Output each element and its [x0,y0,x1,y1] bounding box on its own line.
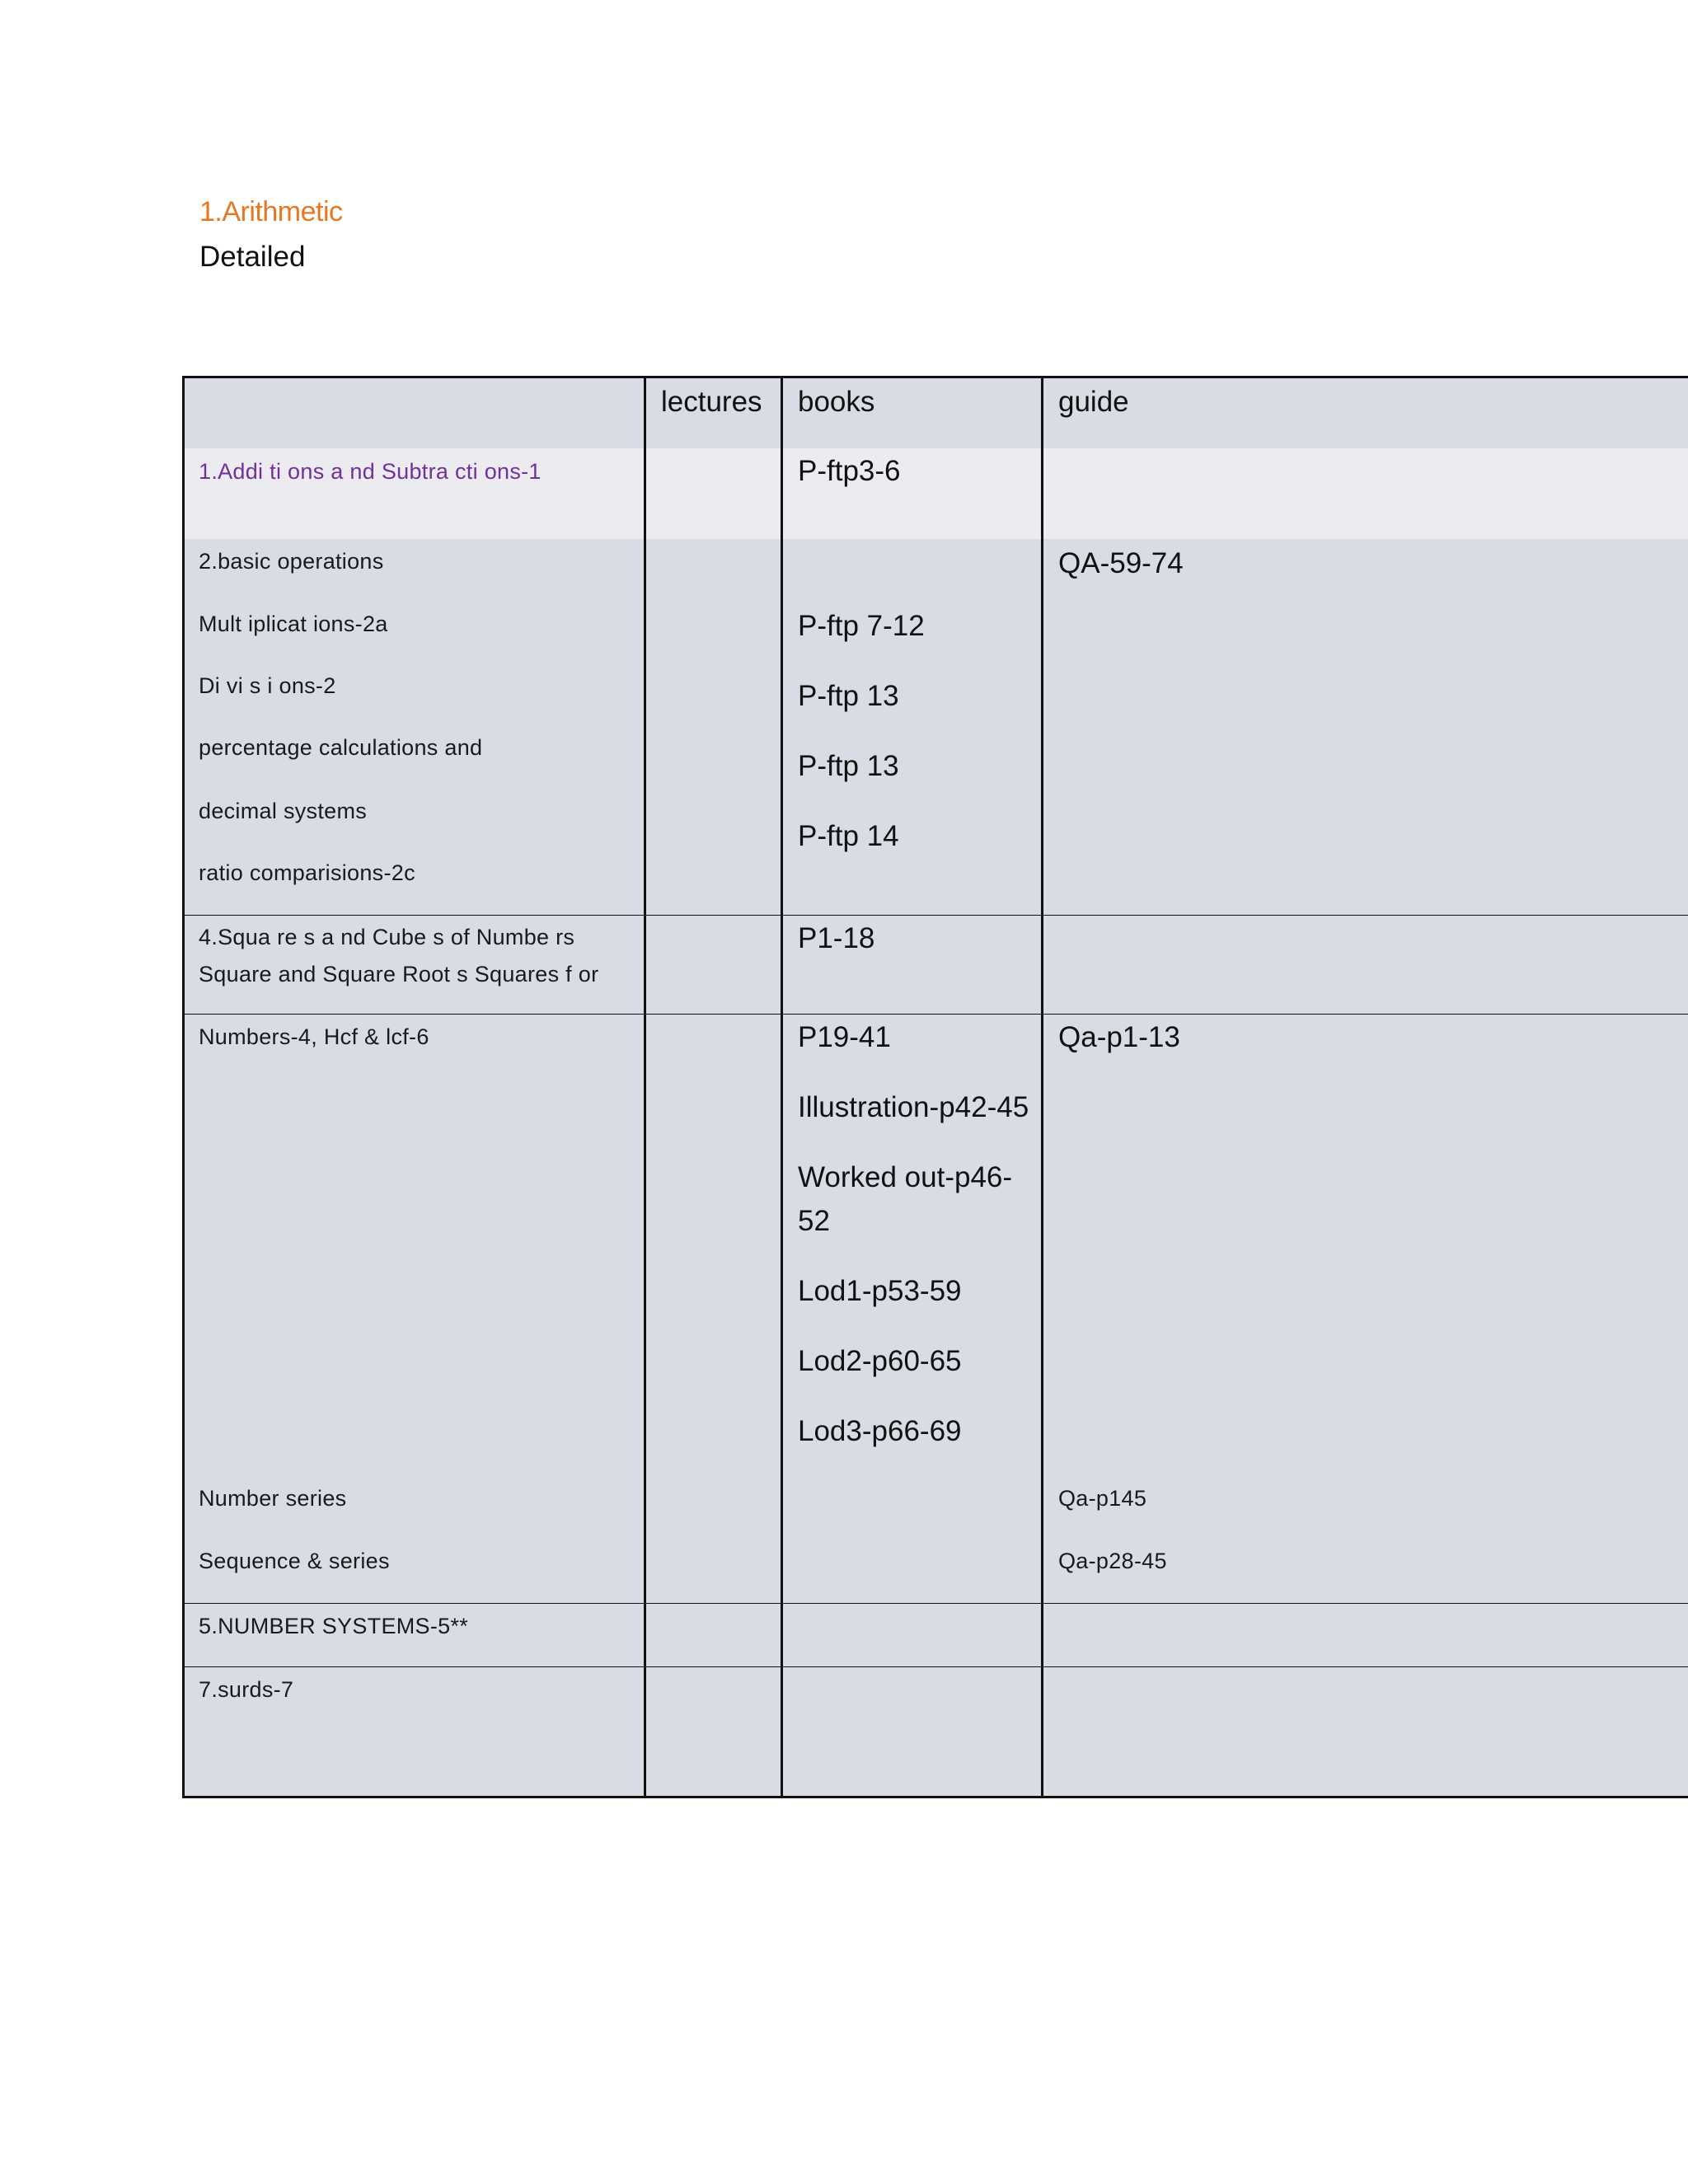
row-2-guide-ref: QA-59-74 [1058,547,1184,579]
row-4-book-ref: P19-41 [798,1021,891,1053]
row-4-book-ref: Lod2-p60-65 [798,1345,962,1377]
row-3-books-cell [783,916,1043,1016]
row-3-topic-line: 4.Squa re s a nd Cube s of Numbe rs [199,925,575,949]
study-plan-table [182,376,1688,1798]
row-4-book-ref: Illustration-p42-45 [798,1091,1029,1123]
row-7-topic-line: 7.surds-7 [199,1677,294,1702]
row-4-guide-ref: Qa-p1-13 [1058,1021,1180,1053]
row-5-topic-cell [182,1476,646,1605]
row-3-guide-cell [1043,916,1688,1016]
row-5-lectures-cell [646,1476,783,1605]
row-7-lectures-cell [646,1667,783,1798]
row-6-lectures-cell [646,1604,783,1669]
row-4-guide-cell [1043,1015,1688,1479]
row-3-lectures-cell [646,916,783,1016]
row-5-topic-line: Number series [199,1486,347,1511]
row-2-topic-line: 2.basic operations [199,549,384,574]
row-6-topic-cell [182,1604,646,1669]
header-guide: guide [1058,386,1129,418]
section-subheading: Detailed [199,241,306,273]
row-2-book-ref: P-ftp 14 [798,820,899,852]
table-left-border [182,376,185,1798]
row-1-topic-cell [182,448,646,541]
header-cell-guide [1043,376,1688,451]
header-cell-books [783,376,1043,451]
row-5-guide-ref: Qa-p145 [1058,1486,1147,1511]
row-1-lectures-cell [646,448,783,541]
row-4-lectures-cell [646,1015,783,1479]
row-2-guide-cell [1043,539,1688,917]
row-7-books-cell [783,1667,1043,1798]
header-cell-lectures [646,376,783,451]
row-5-books-cell [783,1476,1043,1605]
row-4-topic-cell [182,1015,646,1479]
row-5-guide-ref: Qa-p28-45 [1058,1549,1167,1573]
row-1-topic-line: 1.Addi ti ons a nd Subtra cti ons-1 [199,459,542,484]
row-4-books-cell [783,1015,1043,1479]
row-2-book-ref: P-ftp 13 [798,680,899,712]
row-3-topic-cell [182,916,646,1016]
row-1-book-ref: P-ftp3-6 [798,455,901,487]
row-5-topic-line: Sequence & series [199,1549,390,1573]
table-top-border [182,376,1688,378]
row-2-topic-line: ratio comparisions-2c [199,860,415,885]
row-3-book-ref: P1-18 [798,922,875,954]
row-6-books-cell [783,1604,1043,1669]
row-2-topic-cell [182,539,646,917]
row-4-book-ref: Lod1-p53-59 [798,1275,962,1307]
row-2-topic-line: Di vi s i ons-2 [199,673,336,698]
row-5-guide-cell [1043,1476,1688,1605]
section-heading: 1.Arithmetic [199,196,343,227]
row-2-books-cell [783,539,1043,917]
header-lectures: lectures [661,386,762,418]
row-7-topic-cell [182,1667,646,1798]
header-cell-topic [182,376,646,451]
row-4-book-ref: 52 [798,1205,830,1237]
row-2-topic-line: Mult iplicat ions-2a [199,612,388,636]
row-2-book-ref: P-ftp 7-12 [798,610,925,642]
row-2-lectures-cell [646,539,783,917]
row-4-topic-line: Numbers-4, Hcf & lcf-6 [199,1024,429,1049]
row-6-guide-cell [1043,1604,1688,1669]
row-4-book-ref: Worked out-p46- [798,1161,1013,1193]
row-1-books-cell [783,448,1043,541]
row-1-guide-cell [1043,448,1688,541]
header-books: books [798,386,875,418]
row-7-guide-cell [1043,1667,1688,1798]
row-4-book-ref: Lod3-p66-69 [798,1415,962,1447]
row-6-topic-line: 5.NUMBER SYSTEMS-5** [199,1614,469,1638]
row-2-topic-line: decimal systems [199,799,368,823]
row-3-topic-line: Square and Square Root s Squares f or [199,962,599,987]
row-2-topic-line: percentage calculations and [199,735,483,760]
row-2-book-ref: P-ftp 13 [798,750,899,782]
